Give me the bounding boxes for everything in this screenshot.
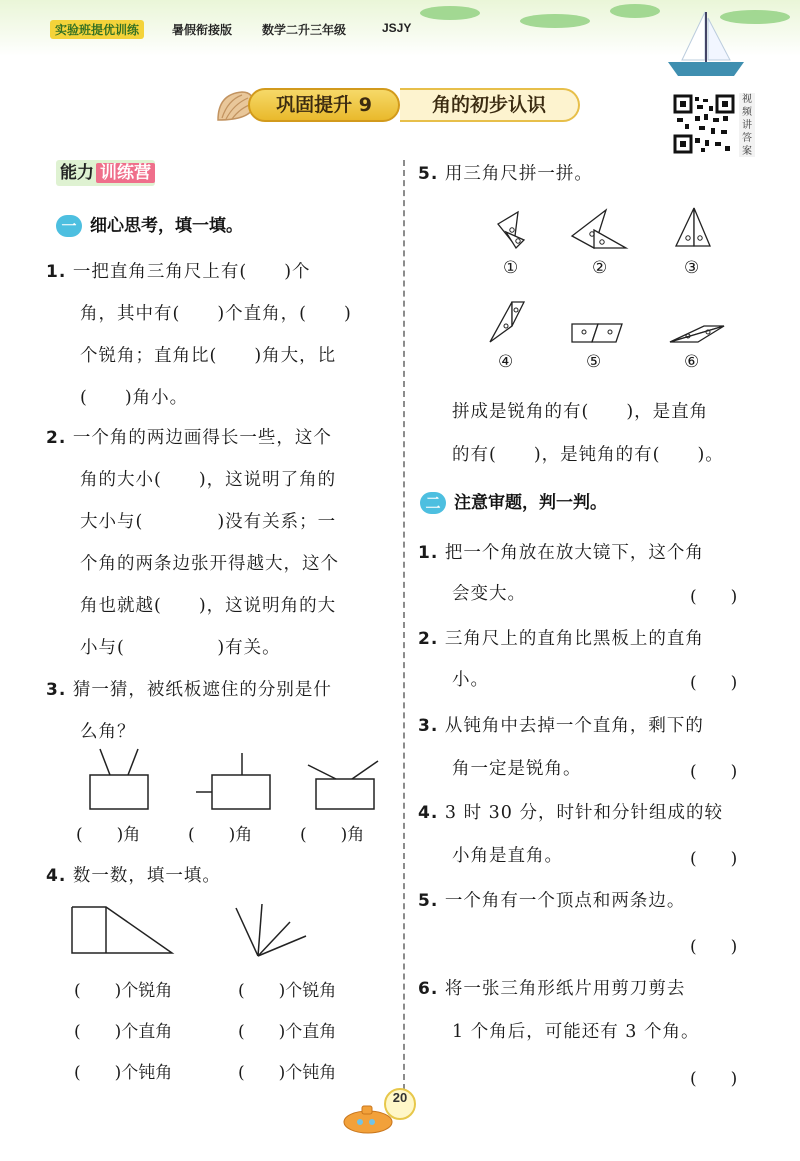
judge-blank-2[interactable]: ( ) xyxy=(690,673,738,693)
decor-leaf xyxy=(420,6,480,20)
triangle-combo-4 xyxy=(488,300,528,346)
judge-item-5: 5. 一个角有一个顶点和两条边。 xyxy=(418,891,686,911)
question-1-line: 个锐角；直角比( )角大，比 xyxy=(80,346,337,366)
question-1-line: ( )角小。 xyxy=(80,388,189,408)
column-divider xyxy=(403,160,405,1090)
combo-label-3: ③ xyxy=(684,258,700,278)
count-figure-1 xyxy=(70,905,180,955)
triangle-combo-3 xyxy=(672,206,716,250)
series-badge: 实验班提优训练 xyxy=(50,20,144,39)
q5-answer-line-1[interactable]: 拼成是锐角的有( )，是直角 xyxy=(452,402,709,422)
decor-leaf xyxy=(520,14,590,28)
judge-blank-1[interactable]: ( ) xyxy=(690,587,738,607)
q4-col1-acute[interactable]: ( )个锐角 xyxy=(74,981,173,1001)
edition-label: 暑假衔接版 xyxy=(172,23,233,37)
q3-answer-1[interactable]: ( )角 xyxy=(76,825,141,845)
question-2-line: 大小与( )没有关系；一 xyxy=(80,512,337,532)
q3-answer-3[interactable]: ( )角 xyxy=(300,825,365,845)
lesson-number: 巩固提升 9 xyxy=(248,88,400,122)
triangle-combo-6 xyxy=(668,322,726,348)
q4-col1-right[interactable]: ( )个直角 xyxy=(74,1022,173,1042)
judge-item-1: 1. 把一个角放在放大镜下，这个角 xyxy=(418,543,704,563)
judge-item-4-line: 小角是直角。 xyxy=(452,846,563,866)
ability-label: 能力 训练营 xyxy=(56,160,155,186)
question-3-line: 么角？ xyxy=(80,722,136,742)
triangle-combo-2 xyxy=(570,208,630,252)
section-1-heading: 一 细心思考，填一填。 xyxy=(56,211,243,237)
question-2-line: 小与( )有关。 xyxy=(80,638,281,658)
q4-col2-right[interactable]: ( )个直角 xyxy=(238,1022,337,1042)
page-title: 角的初步认识 xyxy=(400,88,580,122)
judge-blank-5[interactable]: ( ) xyxy=(690,937,738,957)
judge-blank-3[interactable]: ( ) xyxy=(690,762,738,782)
question-4: 4. 数一数，填一填。 xyxy=(46,866,221,886)
question-2-line: 角也就越( )，这说明角的大 xyxy=(80,596,337,616)
combo-label-5: ⑤ xyxy=(586,352,602,372)
question-1-line: 角，其中有( )个直角，( ) xyxy=(80,304,352,324)
subject-label: 数学二升三年级 xyxy=(262,23,347,37)
question-2-line: 个角的两条边张开得越大，这个 xyxy=(80,554,339,574)
q3-answer-2[interactable]: ( )角 xyxy=(188,825,253,845)
combo-label-4: ④ xyxy=(498,352,514,372)
question-1: 1. 一把直角三角尺上有( )个 xyxy=(46,262,311,282)
judge-item-3-line: 角一定是锐角。 xyxy=(452,759,582,779)
hidden-angle-figure-1 xyxy=(80,745,170,815)
qr-code[interactable] xyxy=(673,94,735,154)
hidden-angle-figure-2 xyxy=(190,745,280,815)
count-figure-2 xyxy=(232,900,312,960)
question-2: 2. 一个角的两边画得长一些，这个 xyxy=(46,428,332,448)
judge-item-1-line: 会变大。 xyxy=(452,584,526,604)
section-2-heading: 二 注意审题，判一判。 xyxy=(420,488,607,514)
judge-blank-6[interactable]: ( ) xyxy=(690,1069,738,1089)
triangle-combo-1 xyxy=(494,210,534,250)
decor-leaf xyxy=(610,4,660,18)
judge-item-2: 2. 三角尺上的直角比黑板上的直角 xyxy=(418,629,704,649)
q4-col1-obtuse[interactable]: ( )个钝角 xyxy=(74,1063,173,1083)
q4-col2-obtuse[interactable]: ( )个钝角 xyxy=(238,1063,337,1083)
judge-item-4: 4. 3 时 30 分，时针和分针组成的较 xyxy=(418,803,723,823)
code-label: JSJY xyxy=(382,21,412,35)
judge-blank-4[interactable]: ( ) xyxy=(690,849,738,869)
judge-item-3: 3. 从钝角中去掉一个直角，剩下的 xyxy=(418,716,704,736)
question-2-line: 角的大小( )，这说明了角的 xyxy=(80,470,337,490)
judge-item-2-line: 小。 xyxy=(452,670,489,690)
q4-col2-acute[interactable]: ( )个锐角 xyxy=(238,981,337,1001)
judge-item-6-line: 1 个角后，可能还有 3 个角。 xyxy=(452,1022,700,1042)
question-5: 5. 用三角尺拼一拼。 xyxy=(418,164,593,184)
combo-label-6: ⑥ xyxy=(684,352,700,372)
combo-label-1: ① xyxy=(503,258,519,278)
q5-answer-line-2[interactable]: 的有( )，是钝角的有( )。 xyxy=(452,445,724,465)
page-number: 20 xyxy=(384,1088,416,1120)
judge-item-6: 6. 将一张三角形纸片用剪刀剪去 xyxy=(418,979,686,999)
qr-caption: 视 频 讲 答 案 xyxy=(739,93,755,157)
hidden-angle-figure-3 xyxy=(302,745,392,815)
question-3: 3. 猜一猜，被纸板遮住的分别是什 xyxy=(46,680,332,700)
sailboat-icon xyxy=(660,10,750,80)
combo-label-2: ② xyxy=(592,258,608,278)
triangle-combo-5 xyxy=(570,320,626,346)
